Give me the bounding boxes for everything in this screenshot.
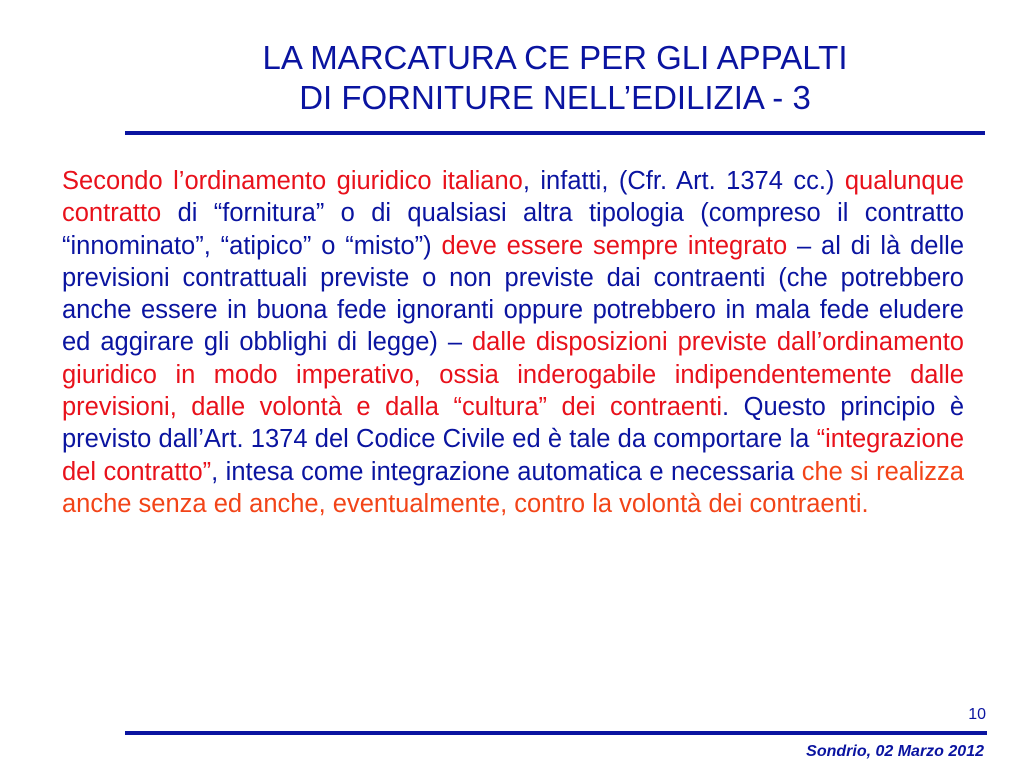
page-number: 10 [968, 706, 986, 723]
slide-title [125, 38, 985, 118]
footer-date-location: Sondrio, 02 Marzo 2012 [806, 743, 984, 760]
text-segment: deve essere sempre integrato [441, 231, 788, 260]
footer-divider [125, 731, 987, 735]
text-segment: , infatti, (Cfr. Art. 1374 cc.) [522, 167, 845, 195]
text-segment: dalle disposizioni previste dall’ordinamento giuridico in modo imperativo, ossia inderogabile indipendentemente dalle previsioni, dalle volontà e dalla “cultura” dei contraenti [62, 328, 964, 422]
body-paragraph [62, 165, 964, 520]
text-segment: Secondo l’ordinamento giuridico italiano [62, 167, 523, 195]
text-segment: – al di là delle previsioni contrattuali previste o non previste dai contraenti (che potrebbero anche essere in buona fede ignoranti oppure potrebbero in mala fede eludere ed aggirare gli obblighi di legge) – [62, 231, 965, 357]
title-line-2: DI FORNITURE NELL’EDILIZIA - 3 [299, 79, 811, 116]
text-segment: “integrazione del contratto” [62, 425, 964, 486]
text-segment: , intesa come integrazione automatica e necessaria [211, 457, 802, 486]
title-line-1: LA MARCATURA CE PER GLI APPALTI [262, 39, 848, 76]
text-segment: . Questo principio è previsto dall’Art. 1374 del Codice Civile ed è tale da comportare la [62, 393, 965, 454]
text-segment: qualunque contratto [62, 167, 964, 228]
title-divider [125, 131, 985, 135]
text-segment: di “fornitura” o di qualsiasi altra tipologia (compreso il contratto “innominato”, “atipico” o “misto”) [62, 199, 964, 260]
text-segment: che si realizza anche senza ed anche, eventualmente, contro la volontà dei contraenti. [62, 457, 964, 518]
